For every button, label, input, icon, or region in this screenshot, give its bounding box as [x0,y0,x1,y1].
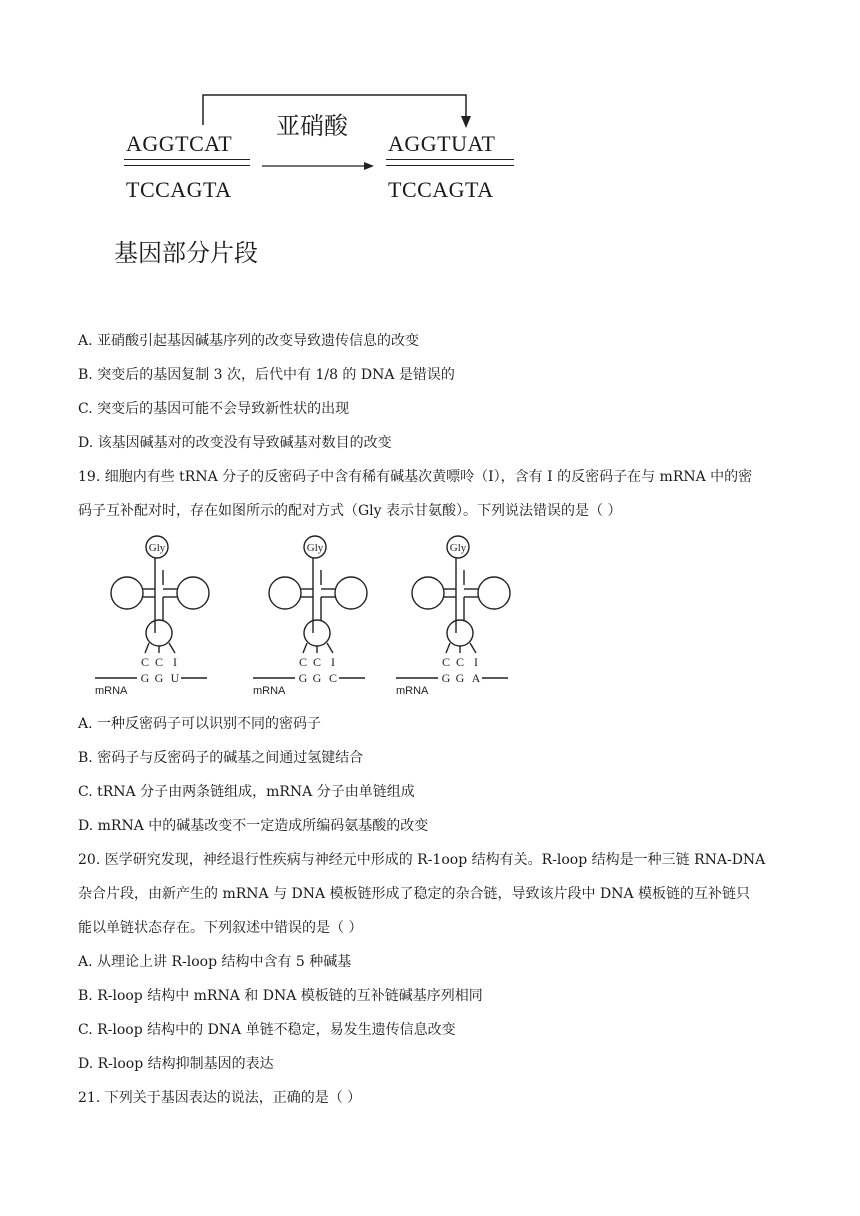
q20-stem-line3: 能以单链状态存在。下列叙述中错误的是（ ） [78,920,363,936]
q20-stem-line1: 20. 医学研究发现，神经退行性疾病与神经元中形成的 R-1oop 结构有关。R-loop 结构是一种三链 RNA-DNA [78,852,766,868]
reagent-label: 亚硝酸 [276,112,348,140]
anticodon-base: C [154,655,164,669]
q18-option-c: C. 突变后的基因可能不会导致新性状的出现 [78,401,350,417]
anticodon-loop [146,620,172,646]
codon-base: G [312,671,322,685]
codon-base: C [328,671,338,685]
q19-stem-line1: 19. 细胞内有些 tRNA 分子的反密码子中含有稀有碱基次黄嘌呤（I），含有 I 的反密码子在与 mRNA 中的密 [78,469,753,485]
q21-stem: 21. 下列关于基因表达的说法，正确的是（ ） [78,1090,362,1106]
q18-option-b: B. 突变后的基因复制 3 次，后代中有 1/8 的 DNA 是错误的 [78,367,455,383]
codon-base: G [441,671,451,685]
t-loop [335,577,367,609]
anticodon-leg [169,643,175,653]
mrna-label: mRNA [253,685,286,697]
anticodon-loop [447,620,473,646]
after-top-strand: AGGTUAT [388,131,496,156]
anticodon-leg [145,643,149,653]
q20-option-a: A. 从理论上讲 R-loop 结构中含有 5 种碱基 [78,954,352,970]
anticodon-leg [446,643,450,653]
q20-option-d: D. R-loop 结构抑制基因的表达 [78,1056,274,1072]
anticodon-base: C [441,655,451,669]
double-line [124,159,250,160]
double-line [386,165,514,166]
before-top-strand: AGGTCAT [126,131,233,156]
q19-option-d: D. mRNA 中的碱基改变不一定造成所编码氨基酸的改变 [78,818,429,834]
q19-option-b: B. 密码子与反密码子的碱基之间通过氢键结合 [78,750,364,766]
anticodon-base: C [312,655,322,669]
anticodon-leg [303,643,307,653]
amino-acid-label: Gly [148,542,166,554]
codon-base: A [471,671,481,685]
q20-stem-line2: 杂合片段，由新产生的 mRNA 与 DNA 模板链形成了稳定的杂合链，导致该片段中 DNA 模板链的互补链只 [78,886,751,902]
after-bottom-strand: TCCAGTA [388,177,494,202]
mrna-label: mRNA [95,685,128,697]
anticodon-leg [470,643,476,653]
figure-caption: 基因部分片段 [114,239,258,267]
codon-base: G [154,671,164,685]
d-loop [269,577,301,609]
q18-option-d: D. 该基因碱基对的改变没有导致碱基对数目的改变 [78,435,392,451]
anticodon-base: I [173,655,177,669]
t-loop [177,577,209,609]
anticodon-base: C [140,655,150,669]
mrna-label: mRNA [396,685,429,697]
trna-figure [0,525,860,705]
q20-option-b: B. R-loop 结构中 mRNA 和 DNA 模板链的互补链碱基序列相同 [78,988,483,1004]
amino-acid-label: Gly [449,542,467,554]
q19-option-a: A. 一种反密码子可以识别不同的密码子 [78,716,322,732]
q19-stem-line2: 码子互补配对时，存在如图所示的配对方式（Gly 表示甘氨酸）。下列说法错误的是（ ） [78,503,622,519]
anticodon-base: I [474,655,478,669]
anticodon-leg [327,643,333,653]
anticodon-base: C [455,655,465,669]
codon-base: U [170,671,180,685]
codon-base: G [140,671,150,685]
q18-option-a: A. 亚硝酸引起基因碱基序列的改变导致遗传信息的改变 [78,333,420,349]
codon-base: G [455,671,465,685]
double-line [386,159,514,160]
before-bottom-strand: TCCAGTA [126,177,232,202]
anticodon-base: I [331,655,335,669]
q20-option-c: C. R-loop 结构中的 DNA 单链不稳定，易发生遗传信息改变 [78,1022,456,1038]
t-loop [478,577,510,609]
anticodon-loop [304,620,330,646]
amino-acid-label: Gly [306,542,324,554]
codon-base: G [298,671,308,685]
double-line [124,165,250,166]
anticodon-base: C [298,655,308,669]
d-loop [412,577,444,609]
q19-option-c: C. tRNA 分子由两条链组成，mRNA 分子由单链组成 [78,784,415,800]
d-loop [111,577,143,609]
